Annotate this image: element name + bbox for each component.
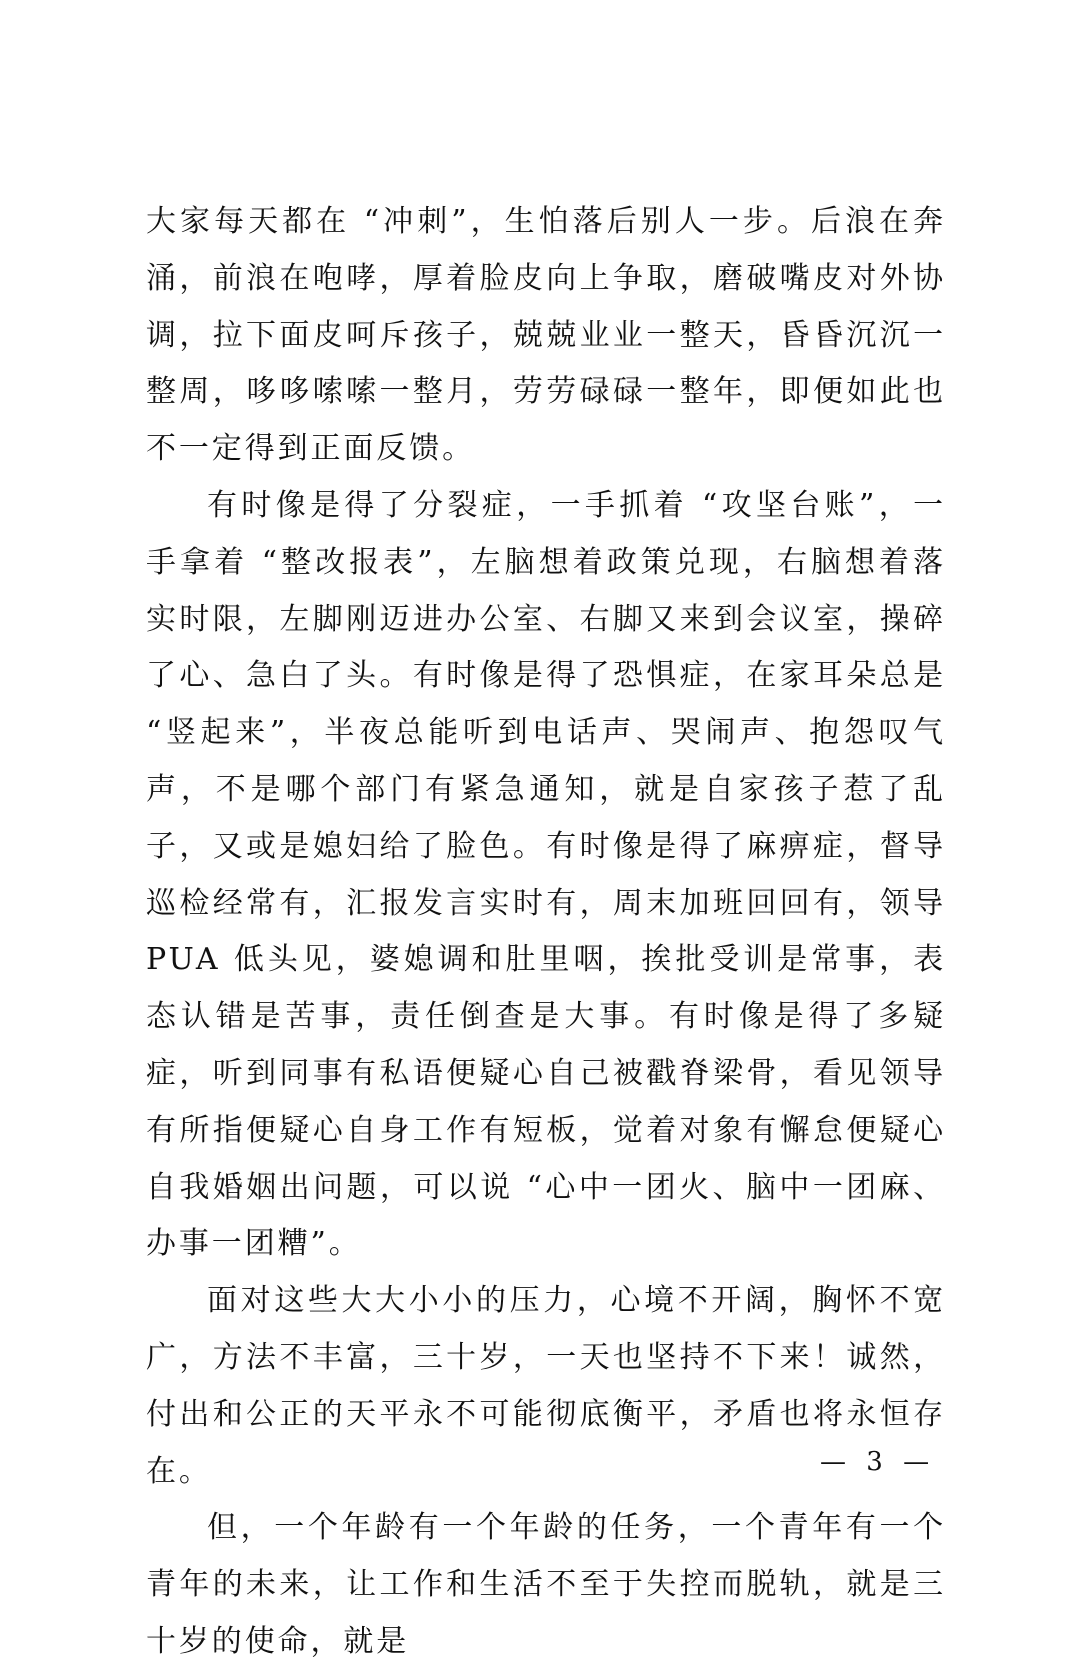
paragraph-3: 面对这些大大小小的压力，心境不开阔，胸怀不宽广，方法不丰富，三十岁，一天也坚持不下来！诚然，付出和公正的天平永不可能彻底衡平，矛盾也将永恒存在。 bbox=[146, 1283, 946, 1489]
paragraph-1: 大家每天都在 “冲刺”，生怕落后别人一步。后浪在奔涌，前浪在咆哮，厚着脸皮向上争取，磨破嘴皮对外协调，拉下面皮呵斥孩子，兢兢业业一整天，昏昏沉沉一整周，哆哆嗦嗦一整月，劳劳碌碌一整年，即便如此也不一定得到正面反馈。 bbox=[146, 204, 946, 467]
paragraph-2: 有时像是得了分裂症，一手抓着 “攻坚台账”，一手拿着 “整改报表”，左脑想着政策兑现，右脑想着落实时限，左脚刚迈进办公室、右脚又来到会议室，操碎了心、急白了头。有时像是得了恐惧症，在家耳朵总是 “竖起来”，半夜总能听到电话声、哭闹声、抱怨叹气声，不是哪个部门有紧急通知，就是自家孩子惹了乱子，又或是媳妇给了脸色。有时像是得了麻痹症，督导巡检经常有，汇报发言实时有，周末加班回回有，领导 PUA 低头见，婆媳调和肚里咽，挨批受训是常事，表态认错是苦事，责任倒查是大事。有时像是得了多疑症，听到同事有私语便疑心自己被戳脊梁骨，看见领导有所指便疑心自身工作有短板，觉着对象有懈怠便疑心自我婚姻出问题，可以说 “心中一团火、脑中一团麻、办事一团糟”。 bbox=[146, 487, 946, 1262]
paragraph-4: 但，一个年龄有一个年龄的任务，一个青年有一个青年的未来，让工作和生活不至于失控而脱轨，就是三十岁的使命，就是 bbox=[146, 1510, 946, 1659]
page-number: — 3 — bbox=[820, 1447, 936, 1477]
